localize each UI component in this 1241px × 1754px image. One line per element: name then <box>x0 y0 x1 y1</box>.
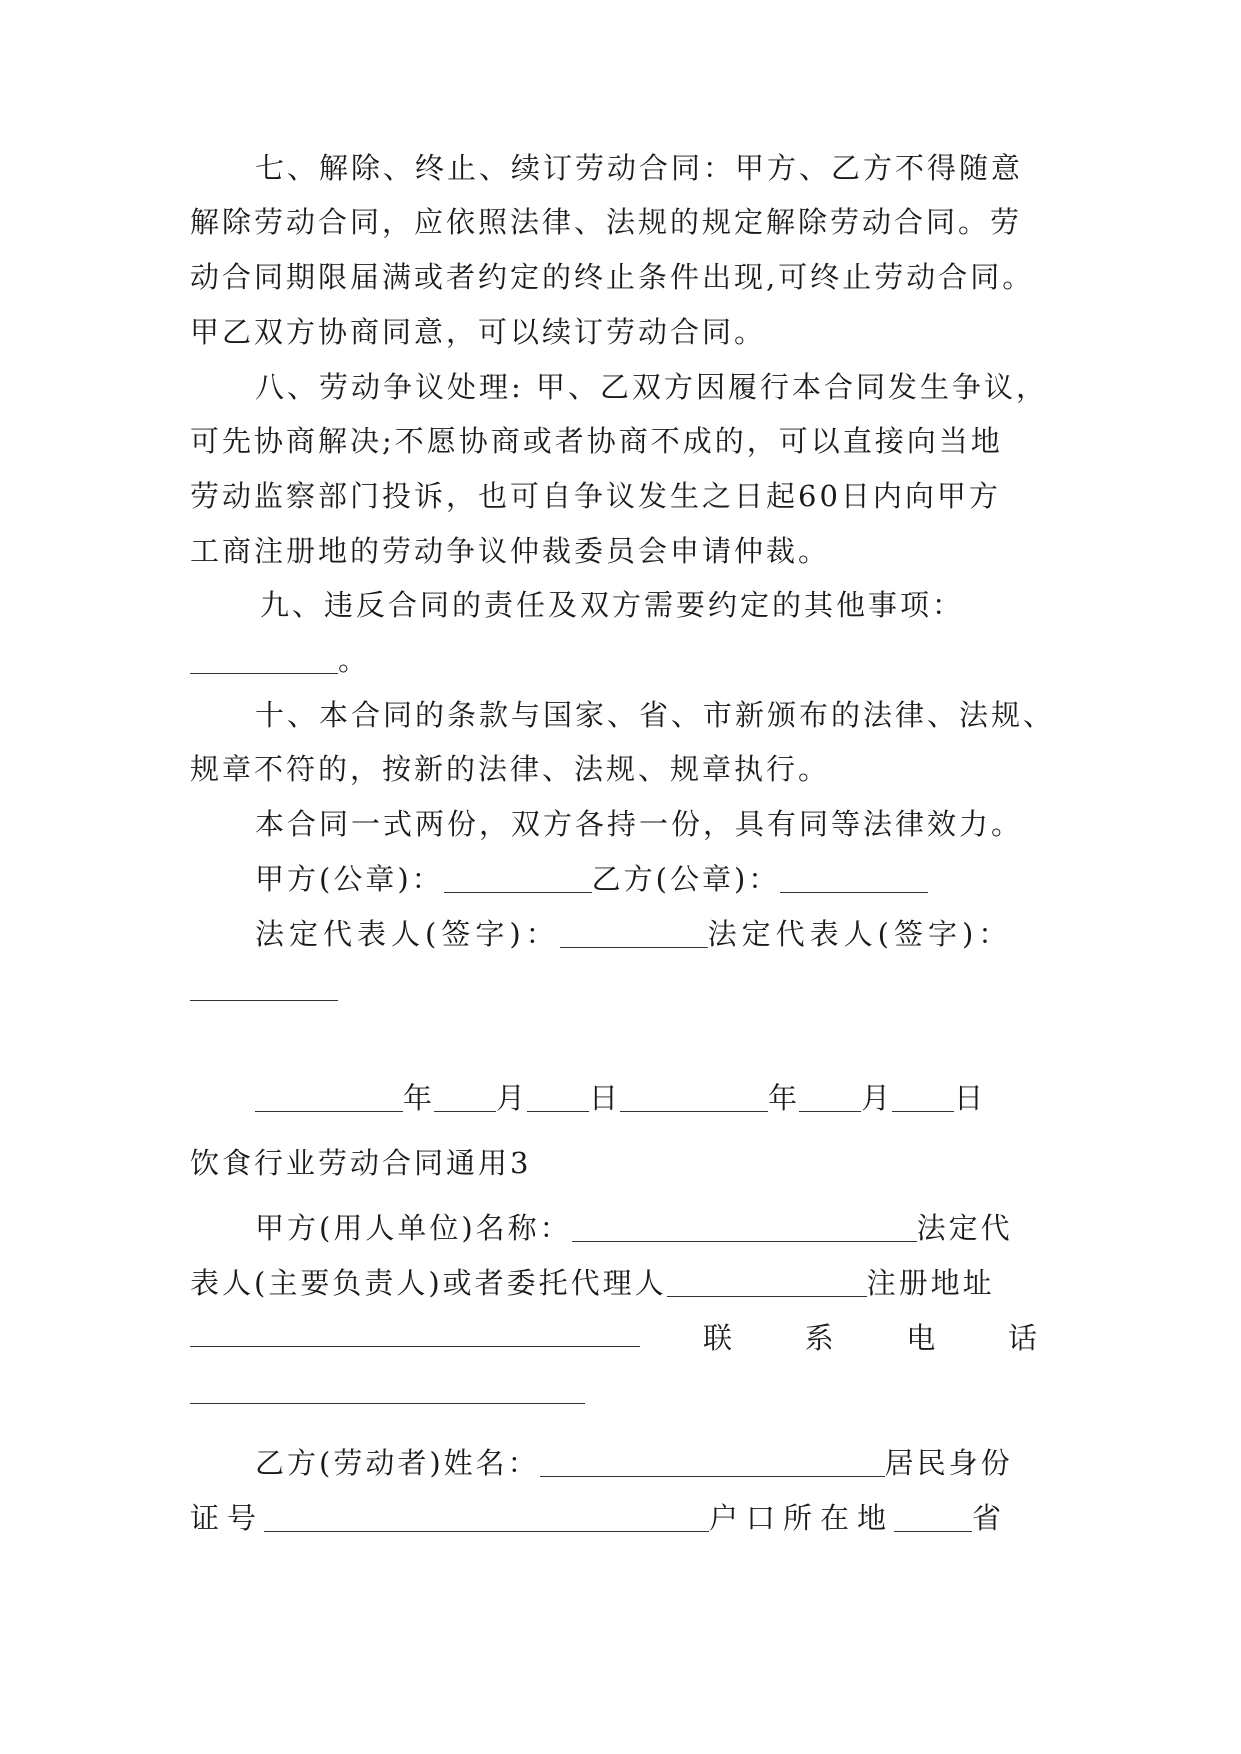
phone-char-2: 系 <box>804 1321 837 1355</box>
party-b-seal-blank <box>780 864 928 893</box>
employee-name-blank <box>540 1448 885 1477</box>
party-b-seal-label: 乙方(公章)： <box>591 862 781 896</box>
clause-8-line-2: 可先协商解决;不愿协商或者协商不成的，可以直接向当地 <box>190 424 1003 458</box>
employer-rep-label-tail: 法定代 <box>916 1211 1013 1245</box>
employee-id-line <box>190 1498 1040 1538</box>
clause-8-line-3: 劳动监察部门投诉，也可自争议发生之日起60日内向甲方 <box>190 479 1001 513</box>
party-a-seal-label: 甲方(公章)： <box>255 862 444 896</box>
employee-name-label: 乙方(劳动者)姓名： <box>255 1446 540 1480</box>
phone-char-1: 联 <box>703 1321 736 1355</box>
employer-address-blank <box>190 1318 640 1347</box>
party-b-year-blank <box>620 1083 768 1112</box>
party-a-year-label: 年 <box>403 1081 435 1115</box>
employer-name-label: 甲方(用人单位)名称： <box>255 1211 572 1245</box>
seal-line <box>255 859 1040 899</box>
legal-rep-line <box>255 914 1040 954</box>
employee-id-label: 证号 <box>190 1501 265 1535</box>
employer-rep-line <box>190 1263 1040 1303</box>
party-a-seal-blank <box>444 864 592 893</box>
clause-8-line-4: 工商注册地的劳动争议仲裁委员会申请仲裁。 <box>190 534 831 568</box>
employer-rep-blank <box>667 1268 867 1297</box>
employee-name-line <box>255 1443 1040 1483</box>
employee-id-label-tail: 居民身份 <box>884 1446 1013 1480</box>
party-b-year-label: 年 <box>768 1081 800 1115</box>
date-line <box>255 1078 1040 1118</box>
party-a-year-blank <box>255 1083 403 1112</box>
copies-statement: 本合同一式两份，双方各持一份，具有同等法律效力。 <box>255 807 1024 841</box>
employer-address-line <box>190 1318 1040 1358</box>
clause-9-line-2 <box>190 640 1040 680</box>
employee-province-label: 省 <box>972 1501 1010 1535</box>
employer-phone-blank <box>190 1403 585 1404</box>
clause-7-line-2: 解除劳动合同，应依照法律、法规的规定解除劳动合同。劳 <box>190 205 1023 239</box>
party-a-rep-label: 法定代表人(签字)： <box>255 917 560 951</box>
clause-9-line-1: 九、违反合同的责任及双方需要约定的其他事项： <box>260 588 965 622</box>
party-b-month-label: 月 <box>861 1081 893 1115</box>
next-contract-title: 饮食行业劳动合同通用3 <box>190 1146 532 1180</box>
clause-10-line-2: 规章不符的，按新的法律、法规、规章执行。 <box>190 752 831 786</box>
clause-8-line-1: 八、劳动争议处理: 甲、乙双方因履行本合同发生争议， <box>255 370 1048 404</box>
party-b-day-blank <box>892 1083 954 1112</box>
phone-char-4: 话 <box>1007 1321 1040 1355</box>
employee-hukou-blank <box>894 1503 972 1532</box>
party-a-month-blank <box>434 1083 496 1112</box>
employer-phone-label <box>703 1318 1040 1358</box>
party-b-rep-blank <box>190 1000 338 1001</box>
blank-line <box>190 645 338 674</box>
phone-char-3: 电 <box>906 1321 939 1355</box>
party-b-month-blank <box>799 1083 861 1112</box>
party-b-day-label: 日 <box>954 1081 986 1115</box>
party-a-day-blank <box>527 1083 589 1112</box>
employer-name-line <box>255 1208 1040 1248</box>
party-b-rep-label: 法定代表人(签字)： <box>707 917 1013 951</box>
employer-rep-label: 表人(主要负责人)或者委托代理人 <box>190 1266 667 1300</box>
clause-7-line-3: 动合同期限届满或者约定的终止条件出现,可终止劳动合同。 <box>190 260 1035 294</box>
party-a-day-label: 日 <box>589 1081 621 1115</box>
clause-10-line-1: 十、本合同的条款与国家、省、市新颁布的法律、法规、 <box>255 698 1056 732</box>
employee-hukou-label: 户口所在地 <box>709 1501 895 1535</box>
clause-9-period: 。 <box>338 643 371 677</box>
employer-address-label: 注册地址 <box>866 1266 995 1300</box>
clause-7-line-4: 甲乙双方协商同意，可以续订劳动合同。 <box>190 315 767 349</box>
employer-name-blank <box>572 1213 917 1242</box>
employee-id-blank <box>264 1503 709 1532</box>
party-a-month-label: 月 <box>496 1081 528 1115</box>
party-a-rep-blank <box>560 919 708 948</box>
clause-7-line-1: 七、解除、终止、续订劳动合同：甲方、乙方不得随意 <box>255 151 1024 185</box>
